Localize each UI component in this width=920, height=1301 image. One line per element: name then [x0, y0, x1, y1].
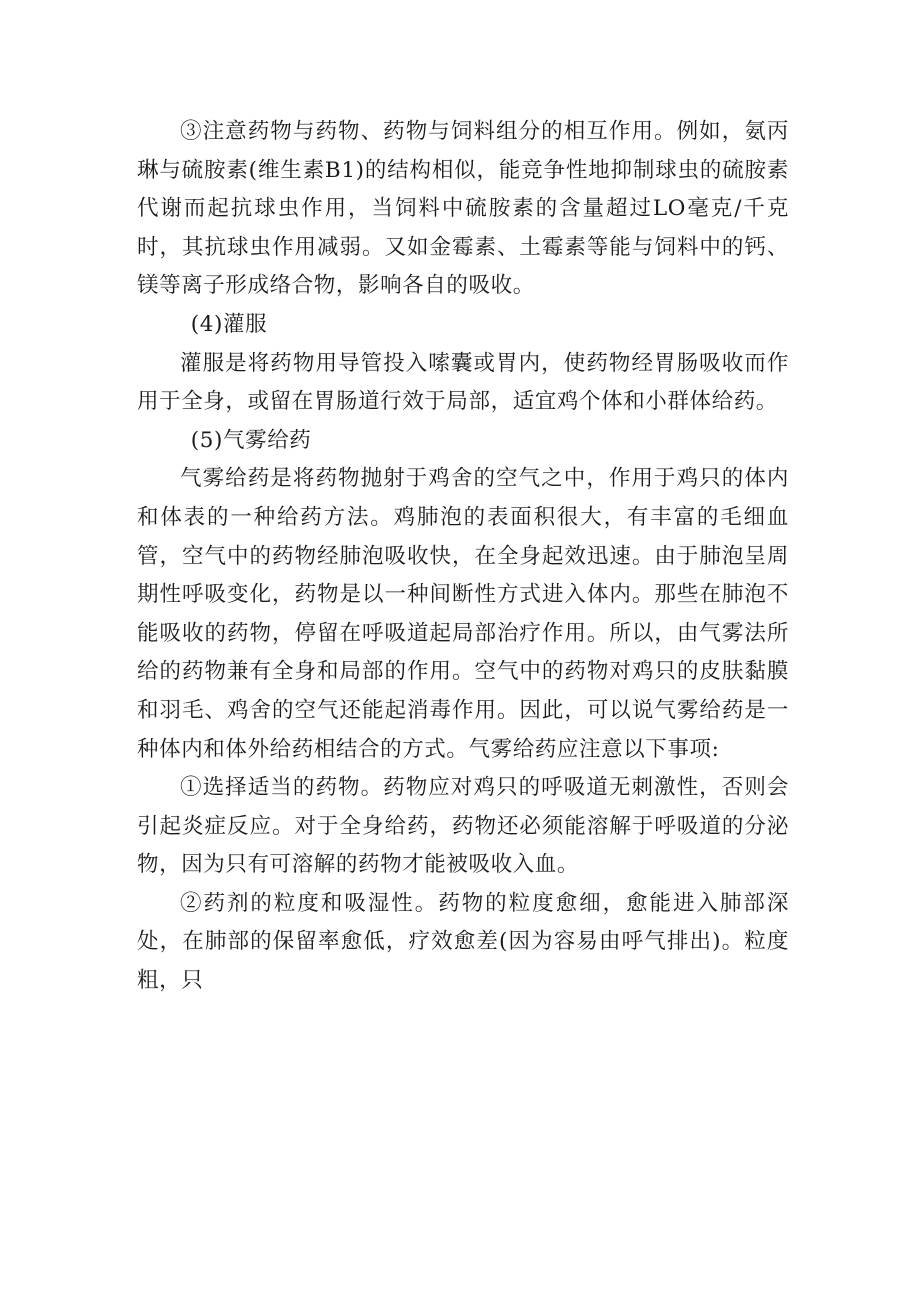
- paragraph-drug-selection: ①选择适当的药物。药物应对鸡只的呼吸道无刺激性，否则会引起炎症反应。对于全身给药，药物还必须能溶解于呼吸道的分泌物，因为只有可溶解的药物才能被吸收入血。: [137, 775, 789, 878]
- section-heading-aerosol: (5)气雾给药: [190, 427, 312, 453]
- paragraph-aerosol: 气雾给药是将药物抛射于鸡舍的空气之中，作用于鸡只的体内和体表的一种给药方法。鸡肺泡的表面积很大，有丰富的毛细血管，空气中的药物经肺泡吸收快，在全身起效迅速。由于肺泡呈周期性呼吸变化，药物是以一种间断性方式进入体内。那些在肺泡不能吸收的药物，停留在呼吸道起局部治疗作用。所以，由气雾法所给的药物兼有全身和局部的作用。空气中的药物对鸡只的皮肤黏膜和羽毛、鸡舍的空气还能起消毒作用。因此，可以说气雾给药是一种体内和体外给药相结合的方式。气雾给药应注意以下事项:: [137, 466, 789, 762]
- document-body: [137, 113, 789, 1001]
- section-heading-drenching: (4)灌服: [190, 311, 268, 337]
- paragraph-particle-size: ②药剂的粒度和吸湿性。药物的粒度愈细，愈能进入肺部深处，在肺部的保留率愈低，疗效愈差(因为容易由呼气排出)。粒度粗，只: [137, 890, 789, 994]
- paragraph-drug-interactions: ③注意药物与药物、药物与饲料组分的相互作用。例如，氨丙琳与硫胺素(维生素B1)的结构相似，能竞争性地抑制球虫的硫胺素代谢而起抗球虫作用，当饲料中硫胺素的含量超过LO毫克/千克时，其抗球虫作用减弱。又如金霉素、土霉素等能与饲料中的钙、镁等离子形成络合物，影响各自的吸收。: [137, 119, 789, 299]
- paragraph-drenching: 灌服是将药物用导管投入嗦囊或胃内，使药物经胃肠吸收而作用于全身，或留在胃肠道行效于局部，适宜鸡个体和小群体给药。: [137, 350, 789, 415]
